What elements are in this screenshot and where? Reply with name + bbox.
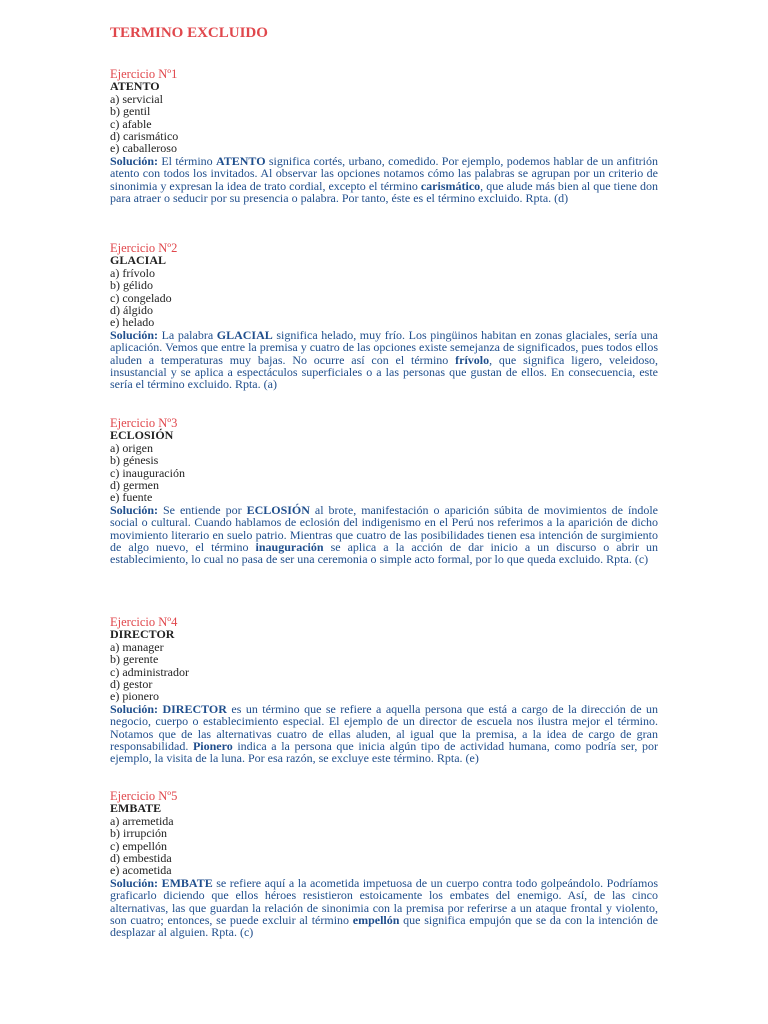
excluded-term: inauguración [255,540,324,555]
solution-label: Solución: [110,875,159,890]
option-d: d) carismático [110,129,179,144]
solution-keyword: EMBATE [161,875,213,890]
solution-paragraph [110,877,658,939]
option-d: d) álgido [110,303,153,318]
solution-label: Solución: [110,327,159,342]
options-list [110,93,658,155]
solution-keyword: ECLOSIÓN [246,502,310,517]
solution-text: , que alude más bien al que tiene don para atraer o seducir por su presencia o palabra. Por tanto, éste es el término excluido. Rpta. (d) [110,178,658,206]
solution-text: al brote, manifestación o aparición súbita de movimientos de índole social o cultural. Cuando hablamos de eclosión del indigenismo en el Perú nos referimos a la aparición de dicho movimiento literario en suelo patrio. Mientras que cuatro de las posibilidades tienen esa intención de surgimiento de algo nuevo, el término [110,502,658,555]
option-e: e) acometida [110,863,172,878]
solution-text: se refiere aquí a la acometida impetuosa de un cuerpo contra todo golpeándolo. Podríamos graficarlo diciendo que ellos héroes resistieron estoicamente los embates del enemigo. Así, de las cinco alternativas, las que guardan la relación de sinonimia con la premisa por referirse a un ataque frontal y violento, son cuatro; entonces, se puede excluir al término [110,875,658,928]
solution-label: Solución: [110,701,159,716]
exercise-term: ECLOSIÓN [110,428,174,443]
excluded-term: Pionero [192,739,233,754]
excluded-term: frívolo [455,352,490,367]
options-list [110,641,658,703]
option-a: a) arremetida [110,813,174,828]
solution-label: Solución: [110,153,159,168]
option-c: c) empellón [110,838,167,853]
document-title: TERMINO EXCLUIDO [110,25,268,41]
options-list [110,815,658,877]
solution-text: se aplica a la acción de dar inicio a un discurso o abrir un establecimiento, lo cual no pasa de ser una ceremonia o simple acto formal, por lo que queda excluido. Rpta. (c) [110,540,658,567]
solution-keyword: ATENTO [215,153,266,168]
option-e: e) caballeroso [110,141,177,156]
solution-paragraph [110,703,658,765]
solution-keyword: GLACIAL [216,327,273,342]
excluded-term: carismático [420,178,481,193]
solution-text: que significa empujón que se da con la intención de desplazar al alguien. Rpta. (c) [110,913,658,940]
solution-text: es un término que se refiere a aquella persona que está a cargo de la dirección de un negocio, cuerpo o establecimiento especial. El ejemplo de un director de escuela nos ilustra mejor el término. Notamos que de las alternativas cuatro de ellas aluden, al igual que la premisa, a la idea de cargo de gran responsabilidad. [110,701,658,754]
solution-keyword: DIRECTOR [162,701,227,716]
solution-paragraph [110,329,658,391]
exercise-3 [110,417,658,566]
exercise-heading: Ejercicio Nº3 [110,416,178,430]
option-b: b) gerente [110,652,159,667]
option-e: e) pionero [110,689,159,704]
solution-text: , que significa ligero, veleidoso, insustancial y se aplica a espectáculos superficiales o a las personas que gustan de ellos. En consecuencia, este sería el término excluido. Rpta. (a) [110,352,658,392]
exercise-2 [110,242,658,391]
solution-text: El término [158,153,216,168]
solution-text: Se entiende por [158,502,247,517]
exercise-term: GLACIAL [110,253,167,268]
solution-text: significa cortés, urbano, comedido. Por ejemplo, podemos hablar de un anfitrión atento con todos los invitados. Al observar las opciones notamos cómo las palabras se agrupan por un criterio de sinonimia y expresan la idea de trato cordial, excepto el término [110,153,658,193]
option-c: c) administrador [110,664,189,679]
option-c: c) congelado [110,290,172,305]
option-b: b) irrupción [110,826,167,841]
option-a: a) origen [110,440,153,455]
option-c: c) afable [110,116,152,131]
option-a: a) frívolo [110,265,155,280]
exercise-heading: Ejercicio Nº1 [110,67,178,81]
option-b: b) gélido [110,278,153,293]
options-list [110,442,658,504]
solution-text: indica a la persona que inicia algún tipo de actividad humana, como podría ser, por ejemplo, la visita de la luna. Por esa razón, se excluye este término. Rpta. (e) [110,739,658,766]
options-list [110,267,658,329]
option-c: c) inauguración [110,465,185,480]
option-d: d) embestida [110,851,172,866]
exercise-term: DIRECTOR [110,627,175,642]
option-a: a) manager [110,639,164,654]
exercise-5 [110,790,658,939]
option-a: a) servicial [110,91,163,106]
solution-paragraph [110,504,658,566]
exercise-heading: Ejercicio Nº2 [110,241,178,255]
exercise-4 [110,616,658,765]
solution-text: significa helado, muy frío. Los pingüinos habitan en zonas glaciales, sería una aplicación. Vemos que entre la premisa y cuatro de las opciones existe semejanza de significados, pues todos ellos aluden a temperaturas muy bajas. No ocurre así con el término [110,327,658,367]
option-d: d) gestor [110,677,153,692]
option-b: b) génesis [110,453,159,468]
exercise-term: ATENTO [110,79,160,94]
option-b: b) gentil [110,104,151,119]
solution-text: La palabra [158,327,217,342]
exercise-heading: Ejercicio Nº4 [110,615,178,629]
exercise-heading: Ejercicio Nº5 [110,789,178,803]
solution-label: Solución: [110,502,159,517]
exercise-term: EMBATE [110,801,162,816]
option-e: e) helado [110,315,155,330]
solution-paragraph [110,155,658,205]
exercise-1 [110,68,658,204]
option-e: e) fuente [110,490,153,505]
option-d: d) germen [110,478,159,493]
excluded-term: empellón [352,913,400,928]
